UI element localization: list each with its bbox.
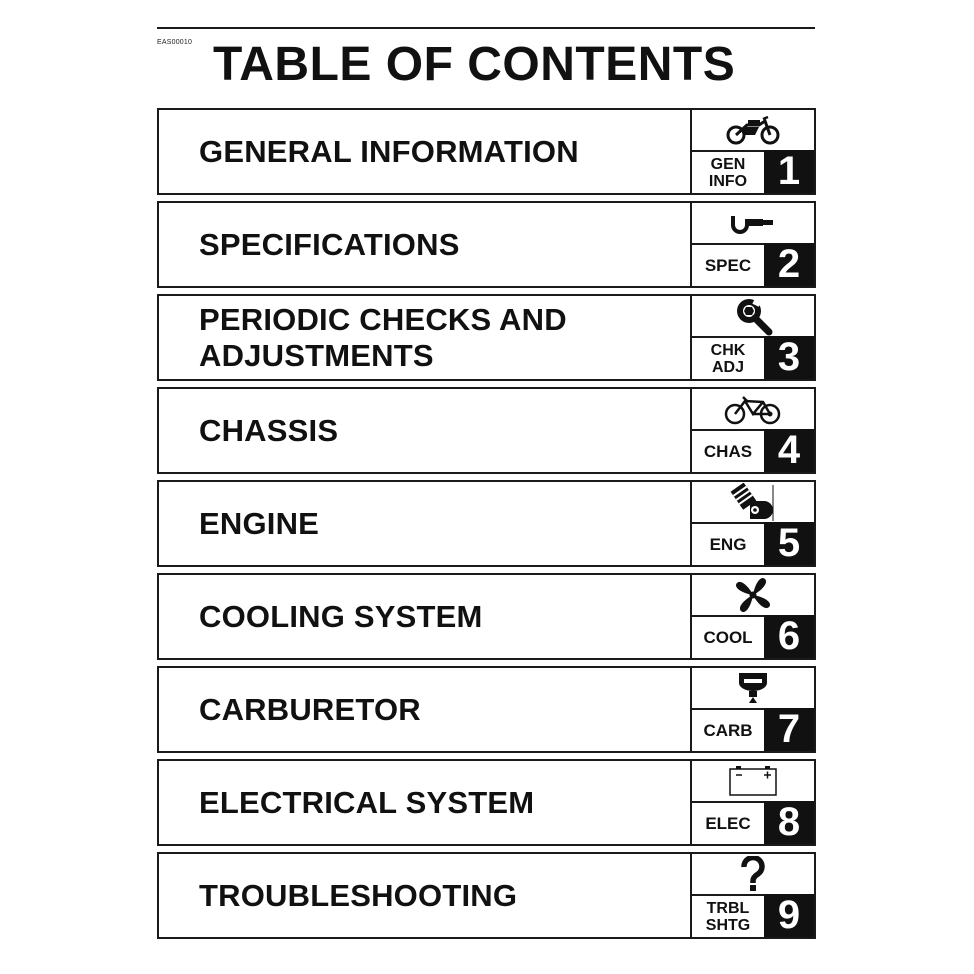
toc-row-section-1[interactable] xyxy=(157,108,816,195)
toc-entry-label: SPECIFICATIONS xyxy=(199,226,460,262)
section-abbreviation: CHK ADJ xyxy=(692,336,764,379)
toc-row-section-8[interactable] xyxy=(157,759,816,846)
toc-entry-box xyxy=(157,759,690,846)
section-number: 4 xyxy=(764,429,814,472)
section-abbreviation: CARB xyxy=(692,708,764,751)
section-number: 6 xyxy=(764,615,814,658)
caliper-icon xyxy=(692,203,814,243)
toc-entry-label: GENERAL INFORMATION xyxy=(199,133,579,169)
toc-entry-label: CARBURETOR xyxy=(199,691,421,727)
toc-entry-box xyxy=(157,480,690,567)
section-number: 3 xyxy=(764,336,814,379)
section-tab xyxy=(690,108,816,195)
toc-row-section-5[interactable] xyxy=(157,480,816,567)
toc-entry-label: ENGINE xyxy=(199,505,320,541)
toc-row-section-6[interactable] xyxy=(157,573,816,660)
toc-entry-box xyxy=(157,201,690,288)
toc-entry-box xyxy=(157,294,690,381)
toc-entry-box xyxy=(157,852,690,939)
section-number: 5 xyxy=(764,522,814,565)
toc-entry-box xyxy=(157,573,690,660)
toc-entry-label: COOLING SYSTEM xyxy=(199,598,483,634)
toc-entry-label: TROUBLESHOOTING xyxy=(199,877,518,913)
piston-icon xyxy=(692,482,814,522)
section-tab xyxy=(690,666,816,753)
section-number: 2 xyxy=(764,243,814,286)
question-icon xyxy=(692,854,814,894)
chassis-frame-icon xyxy=(692,389,814,429)
carburetor-icon xyxy=(692,668,814,708)
wrench-icon xyxy=(692,296,814,336)
section-abbreviation: CHAS xyxy=(692,429,764,472)
section-abbreviation: TRBL SHTG xyxy=(692,894,764,937)
toc-row-section-2[interactable] xyxy=(157,201,816,288)
section-tab xyxy=(690,759,816,846)
section-number: 8 xyxy=(764,801,814,844)
page-title: TABLE OF CONTENTS xyxy=(213,38,736,91)
section-tab xyxy=(690,573,816,660)
motorcycle-icon xyxy=(692,110,814,150)
toc-entry-label: CHASSIS xyxy=(199,412,339,448)
fan-icon xyxy=(692,575,814,615)
section-abbreviation: ENG xyxy=(692,522,764,565)
section-number: 7 xyxy=(764,708,814,751)
section-tab xyxy=(690,852,816,939)
section-abbreviation: ELEC xyxy=(692,801,764,844)
section-tab xyxy=(690,201,816,288)
toc-row-section-7[interactable] xyxy=(157,666,816,753)
section-abbreviation: SPEC xyxy=(692,243,764,286)
toc-row-section-9[interactable] xyxy=(157,852,816,939)
section-tab xyxy=(690,387,816,474)
section-number: 9 xyxy=(764,894,814,937)
section-abbreviation: COOL xyxy=(692,615,764,658)
top-rule xyxy=(157,27,815,29)
toc-entry-label: PERIODIC CHECKS AND ADJUSTMENTS xyxy=(199,301,567,373)
section-tab xyxy=(690,294,816,381)
toc-row-section-3[interactable] xyxy=(157,294,816,381)
battery-icon xyxy=(692,761,814,801)
toc-entry-label: ELECTRICAL SYSTEM xyxy=(199,784,535,820)
toc-row-section-4[interactable] xyxy=(157,387,816,474)
section-number: 1 xyxy=(764,150,814,193)
section-tab xyxy=(690,480,816,567)
document-code: EAS00010 xyxy=(157,39,193,46)
section-abbreviation: GEN INFO xyxy=(692,150,764,193)
toc-entry-box xyxy=(157,387,690,474)
toc-entry-box xyxy=(157,108,690,195)
toc-entry-box xyxy=(157,666,690,753)
